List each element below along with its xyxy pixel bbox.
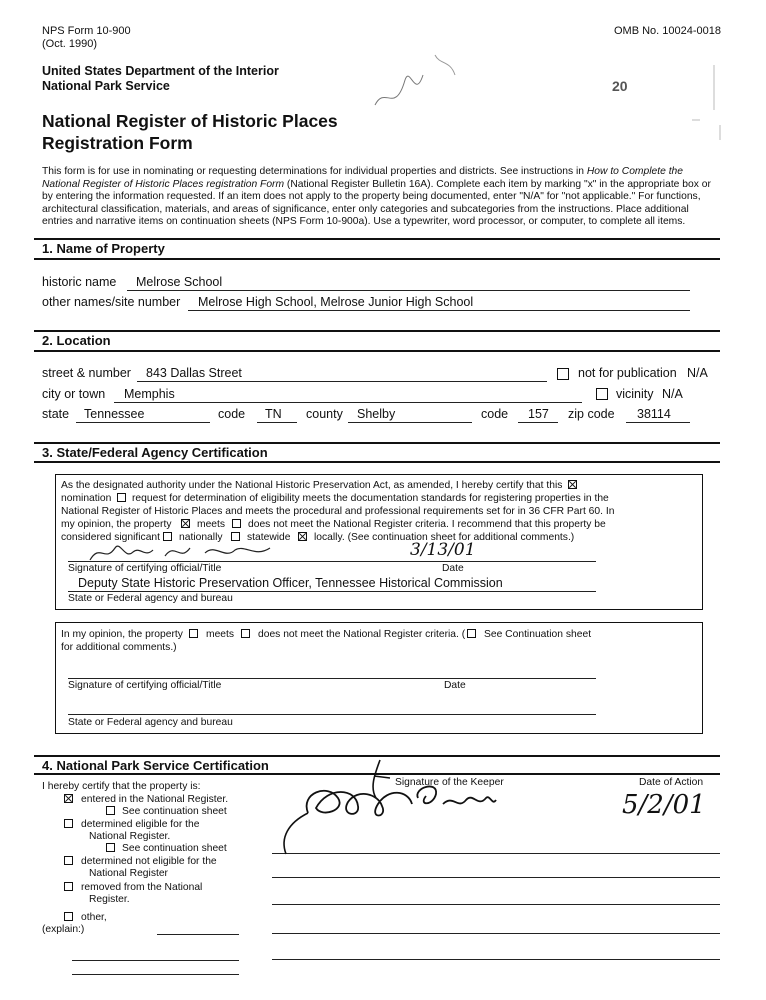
considered-significant-label: considered significant xyxy=(61,532,161,543)
other-names-label: other names/site number xyxy=(42,295,181,309)
section-2-title: 2. Location xyxy=(42,333,111,348)
form-date: (Oct. 1990) xyxy=(42,38,98,50)
opinion-signature-label: Signature of certifying official/Title xyxy=(68,680,222,691)
vicinity-checkbox[interactable] xyxy=(596,388,608,400)
shpo-agency-label: State or Federal agency and bureau xyxy=(68,593,233,604)
other-label: other, xyxy=(81,912,107,923)
eligible-continuation-checkbox[interactable] xyxy=(106,843,115,852)
nationally-label: nationally xyxy=(179,532,223,543)
removed-label-2: Register. xyxy=(89,894,130,905)
cert-line-2: request for determination of eligibility meets the documentation standards for registering properties in the xyxy=(132,493,609,504)
state-label: state xyxy=(42,407,70,421)
entered-continuation-label: See continuation sheet xyxy=(122,806,227,817)
entered-checkbox[interactable] xyxy=(64,794,73,803)
vicinity-value: N/A xyxy=(662,387,683,401)
department: United States Department of the Interior xyxy=(42,64,279,78)
action-date-value: 5/2/01 xyxy=(622,790,706,820)
shpo-agency-value[interactable]: Deputy State Historic Preservation Officer, Tennessee Historical Commission xyxy=(78,576,503,590)
determined-not-eligible-label-2: National Register xyxy=(89,868,168,879)
meets-checkbox[interactable] xyxy=(181,519,190,528)
other-names-value[interactable]: Melrose High School, Melrose Junior High School xyxy=(198,295,474,309)
city-label: city or town xyxy=(42,387,106,401)
shpo-signature-label: Signature of certifying official/Title xyxy=(68,563,222,574)
other-checkbox[interactable] xyxy=(64,912,73,921)
keeper-intro: I hereby certify that the property is: xyxy=(42,781,201,792)
nomination-label: nomination xyxy=(61,493,112,504)
shpo-date-label: Date xyxy=(442,563,464,574)
omb-number: OMB No. 10024-0018 xyxy=(614,25,722,37)
stamp-scribble xyxy=(355,45,475,125)
cert-line-1: As the designated authority under the National Historic Preservation Act, as amended, I hereby certify that this xyxy=(61,480,563,491)
determined-eligible-label-1: determined eligible for the xyxy=(81,819,200,830)
locally-checkbox[interactable] xyxy=(298,532,307,541)
removed-label-1: removed from the National xyxy=(81,882,203,893)
date-of-action-label: Date of Action xyxy=(639,777,704,788)
county-code-label: code xyxy=(481,407,509,421)
opinion-continuation-checkbox[interactable] xyxy=(467,629,476,638)
opinion-meets-label: meets xyxy=(206,629,235,640)
determined-eligible-label-2: National Register. xyxy=(89,831,171,842)
zip-value[interactable]: 38114 xyxy=(637,407,671,421)
not-for-publication-value: N/A xyxy=(687,366,708,380)
statewide-label: statewide xyxy=(247,532,291,543)
explain-label: (explain:) xyxy=(42,924,85,935)
street-value[interactable]: 843 Dallas Street xyxy=(146,366,242,380)
entered-label: entered in the National Register. xyxy=(81,794,229,805)
does-not-meet-checkbox[interactable] xyxy=(232,519,241,528)
opinion-date-label: Date xyxy=(444,680,466,691)
cert-line-4c: does not meet the National Register criteria. I recommend that this property be xyxy=(248,519,606,530)
opinion-meets-checkbox[interactable] xyxy=(189,629,198,638)
state-code-label: code xyxy=(218,407,246,421)
instructions-paragraph: This form is for use in nominating or requesting determinations for individual properties and districts. See instructions in How to Complete the National Register of Historic Places registration Form (National Register Bulletin 16A). Complete each item by marking "x" in the appropriate box or by entering the information requested. If an item does not apply to the property being documented, enter "N/A" for "not applicable." For functions, architectural classification, materials, and areas of significance, enter only categories and subcategories from the instructions. Place additional entries and narrative items on continuation sheets (NPS Form 10-900a). Use a typewriter, word processor, or computer, to complete all items. xyxy=(42,166,711,227)
determined-eligible-checkbox[interactable] xyxy=(64,819,73,828)
section-1-title: 1. Name of Property xyxy=(42,241,165,256)
keeper-signature xyxy=(278,758,518,858)
city-value[interactable]: Memphis xyxy=(124,387,175,401)
service: National Park Service xyxy=(42,79,170,93)
eligible-continuation-label: See continuation sheet xyxy=(122,843,227,854)
cert-line-3: National Register of Historic Places and meets the procedural and professional requirements set for in 36 CFR Part 60. In xyxy=(61,506,615,517)
request-determination-checkbox[interactable] xyxy=(117,493,126,502)
nomination-this-checkbox[interactable] xyxy=(568,480,577,489)
keeper-signature-label: Signature of the Keeper xyxy=(395,777,504,788)
section-3-title: 3. State/Federal Agency Certification xyxy=(42,445,268,460)
determined-not-eligible-checkbox[interactable] xyxy=(64,856,73,865)
entered-continuation-checkbox[interactable] xyxy=(106,806,115,815)
opinion-continuation-label: See Continuation sheet xyxy=(484,629,592,640)
opinion-line-2: for additional comments.) xyxy=(61,642,177,653)
page-title-line1: National Register of Historic Places xyxy=(42,111,338,131)
vicinity-label: vicinity xyxy=(616,387,654,401)
cert-line-4a: my opinion, the property xyxy=(61,519,172,530)
shpo-signed-date: 3/13/01 xyxy=(410,540,476,560)
meets-label: meets xyxy=(197,519,226,530)
opinion-line-1a: In my opinion, the property xyxy=(61,629,183,640)
zip-label: zip code xyxy=(568,407,615,421)
determined-not-eligible-label-1: determined not eligible for the xyxy=(81,856,217,867)
state-value[interactable]: Tennessee xyxy=(84,407,145,421)
historic-name-label: historic name xyxy=(42,275,117,289)
county-code-value[interactable]: 157 xyxy=(528,407,549,421)
section-4-title: 4. National Park Service Certification xyxy=(42,758,269,773)
county-label: county xyxy=(306,407,343,421)
street-label: street & number xyxy=(42,366,131,380)
opinion-does-not-meet-checkbox[interactable] xyxy=(241,629,250,638)
not-for-publication-checkbox[interactable] xyxy=(557,368,569,380)
scan-speckles xyxy=(680,30,740,150)
state-code-value[interactable]: TN xyxy=(265,407,282,421)
stamp-number: 20 xyxy=(612,78,628,94)
opinion-agency-label: State or Federal agency and bureau xyxy=(68,717,233,728)
historic-name-value[interactable]: Melrose School xyxy=(136,275,223,289)
not-for-publication-label: not for publication xyxy=(578,366,677,380)
locally-label: locally. (See continuation sheet for additional comments.) xyxy=(314,532,575,543)
page-title-line2: Registration Form xyxy=(42,133,193,153)
county-value[interactable]: Shelby xyxy=(357,407,396,421)
form-number: NPS Form 10-900 xyxy=(42,25,131,37)
opinion-line-1c: does not meet the National Register criteria. ( xyxy=(258,629,466,640)
removed-checkbox[interactable] xyxy=(64,882,73,891)
